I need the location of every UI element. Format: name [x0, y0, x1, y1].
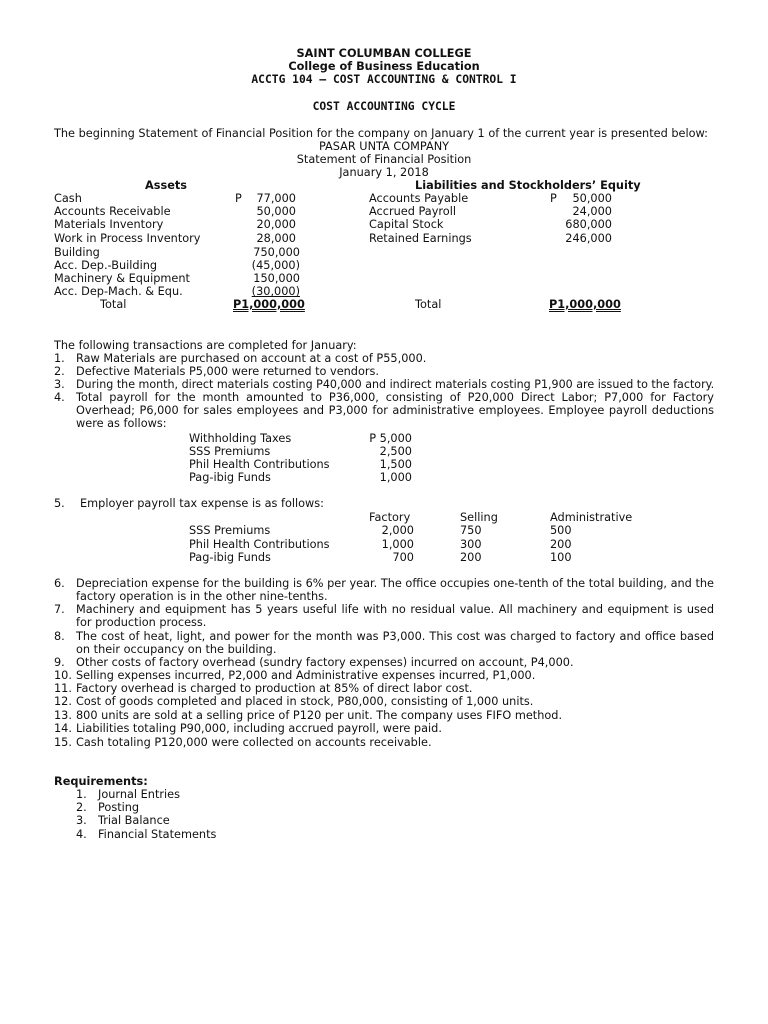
deduction-amount: 2,500: [379, 445, 412, 458]
assets-total-label: Total: [100, 298, 127, 311]
currency-symbol: P: [235, 192, 242, 205]
assets-total: P1,000,000: [233, 298, 305, 311]
course-title: ACCTG 104 – COST ACCOUNTING & CONTROL I: [251, 73, 517, 86]
asset-label: Acc. Dep.-Building: [54, 259, 158, 272]
transaction-text: Raw Materials are purchased on account at a cost of P55,000.: [76, 352, 427, 365]
college-name: College of Business Education: [288, 60, 480, 73]
column-header: Selling: [460, 511, 498, 524]
tax-admin: 200: [550, 538, 572, 551]
tax-selling: 750: [460, 524, 482, 537]
liability-amount: 680,000: [565, 218, 612, 231]
transaction-text: Other costs of factory overhead (sundry factory expenses) incurred on account, P4,000.: [76, 656, 574, 669]
asset-amount: 28,000: [256, 232, 296, 245]
deduction-amount: 1,000: [379, 471, 412, 484]
list-number: 2.: [54, 365, 65, 378]
liability-label: Accrued Payroll: [369, 205, 456, 218]
tax-factory: 2,000: [381, 524, 414, 537]
liability-label: Retained Earnings: [369, 232, 472, 245]
deduction-amount: P 5,000: [369, 432, 412, 445]
asset-amount: (45,000): [251, 259, 300, 272]
list-number: 12.: [54, 695, 72, 708]
list-number: 6.: [54, 577, 65, 590]
asset-amount: (30,000): [251, 285, 300, 298]
transaction-text: Liabilities totaling P90,000, including accrued payroll, were paid.: [76, 722, 442, 735]
transaction-text: Selling expenses incurred, P2,000 and Administrative expenses incurred, P1,000.: [76, 669, 536, 682]
deduction-label: Withholding Taxes: [189, 432, 292, 445]
list-number: 4.: [76, 828, 87, 841]
asset-amount: 77,000: [256, 192, 296, 205]
liability-amount: 50,000: [572, 192, 612, 205]
list-number: 4.: [54, 391, 65, 404]
tax-factory: 700: [392, 551, 414, 564]
transaction-text: 800 units are sold at a selling price of P120 per unit. The company uses FIFO method.: [76, 709, 563, 722]
liability-amount: 246,000: [565, 232, 612, 245]
transaction-text: Defective Materials P5,000 were returned to vendors.: [76, 365, 380, 378]
requirement-item: Journal Entries: [98, 788, 181, 801]
asset-amount: 150,000: [253, 272, 300, 285]
liabilities-total: P1,000,000: [549, 298, 621, 311]
column-header: Factory: [369, 511, 411, 524]
tax-factory: 1,000: [381, 538, 414, 551]
tax-admin: 500: [550, 524, 572, 537]
list-number: 1.: [76, 788, 87, 801]
asset-label: Acc. Dep-Mach. & Equ.: [54, 285, 183, 298]
assets-heading: Assets: [145, 179, 187, 192]
tax-row-label: SSS Premiums: [189, 524, 271, 537]
asset-amount: 20,000: [256, 218, 296, 231]
asset-amount: 750,000: [253, 246, 300, 259]
school-name: SAINT COLUMBAN COLLEGE: [296, 47, 472, 60]
list-number: 3.: [76, 814, 87, 827]
transactions-intro: The following transactions are completed for January:: [54, 339, 357, 352]
list-number: 10.: [54, 669, 72, 682]
asset-label: Work in Process Inventory: [54, 232, 201, 245]
transaction-text: Employer payroll tax expense is as follows:: [80, 497, 324, 510]
list-number: 2.: [76, 801, 87, 814]
asset-label: Accounts Receivable: [54, 205, 171, 218]
statement-date: January 1, 2018: [339, 166, 429, 179]
list-number: 9.: [54, 656, 65, 669]
company-name: PASAR UNTA COMPANY: [318, 140, 450, 153]
list-number: 15.: [54, 736, 72, 749]
transaction-text: During the month, direct materials costing P40,000 and indirect materials costing P1,900 are issued to the factory.: [76, 378, 715, 391]
transaction-text: Depreciation expense for the building is 6% per year. The office occupies one-tenth of the total building, and the factory operation is in the other nine-tenths.: [76, 577, 714, 603]
tax-row-label: Pag-ibig Funds: [189, 551, 271, 564]
requirement-item: Trial Balance: [98, 814, 170, 827]
transaction-text: Total payroll for the month amounted to P36,000, consisting of P20,000 Direct Labor; P7,000 for Factory Overhead; P6,000 for sales employees and P3,000 for administrative employees. Employee payroll deductions were as follows:: [76, 391, 714, 430]
list-number: 5.: [54, 497, 65, 510]
transaction-text: Factory overhead is charged to production at 85% of direct labor cost.: [76, 682, 473, 695]
transaction-text: The cost of heat, light, and power for the month was P3,000. This cost was charged to factory and office based on their occupancy on the building.: [76, 630, 714, 656]
statement-title: Statement of Financial Position: [296, 153, 472, 166]
requirement-item: Financial Statements: [98, 828, 217, 841]
list-number: 7.: [54, 603, 65, 616]
asset-label: Machinery & Equipment: [54, 272, 190, 285]
asset-amount: 50,000: [256, 205, 296, 218]
list-number: 8.: [54, 630, 65, 643]
tax-row-label: Phil Health Contributions: [189, 538, 330, 551]
deduction-label: SSS Premiums: [189, 445, 271, 458]
tax-selling: 300: [460, 538, 482, 551]
list-number: 1.: [54, 352, 65, 365]
list-number: 11.: [54, 682, 72, 695]
asset-label: Materials Inventory: [54, 218, 164, 231]
currency-symbol: P: [550, 192, 557, 205]
deduction-label: Pag-ibig Funds: [189, 471, 271, 484]
transaction-text: Machinery and equipment has 5 years useful life with no residual value. All machinery and equipment is used for production process.: [76, 603, 714, 629]
asset-label: Cash: [54, 192, 82, 205]
requirements-heading: Requirements:: [54, 775, 148, 788]
tax-selling: 200: [460, 551, 482, 564]
deduction-label: Phil Health Contributions: [189, 458, 330, 471]
intro-text: The beginning Statement of Financial Position for the company on January 1 of the current year is presented below:: [54, 127, 708, 140]
liability-amount: 24,000: [572, 205, 612, 218]
topic-title: COST ACCOUNTING CYCLE: [312, 100, 456, 113]
liabilities-total-label: Total: [415, 298, 442, 311]
deduction-amount: 1,500: [379, 458, 412, 471]
liability-label: Accounts Payable: [369, 192, 469, 205]
transaction-text: Cash totaling P120,000 were collected on accounts receivable.: [76, 736, 432, 749]
list-number: 3.: [54, 378, 65, 391]
transaction-text: Cost of goods completed and placed in stock, P80,000, consisting of 1,000 units.: [76, 695, 534, 708]
liability-label: Capital Stock: [369, 218, 444, 231]
liabilities-heading: Liabilities and Stockholders’ Equity: [415, 179, 641, 192]
list-number: 13.: [54, 709, 72, 722]
list-number: 14.: [54, 722, 72, 735]
tax-admin: 100: [550, 551, 572, 564]
asset-label: Building: [54, 246, 100, 259]
column-header: Administrative: [550, 511, 633, 524]
requirement-item: Posting: [98, 801, 140, 814]
